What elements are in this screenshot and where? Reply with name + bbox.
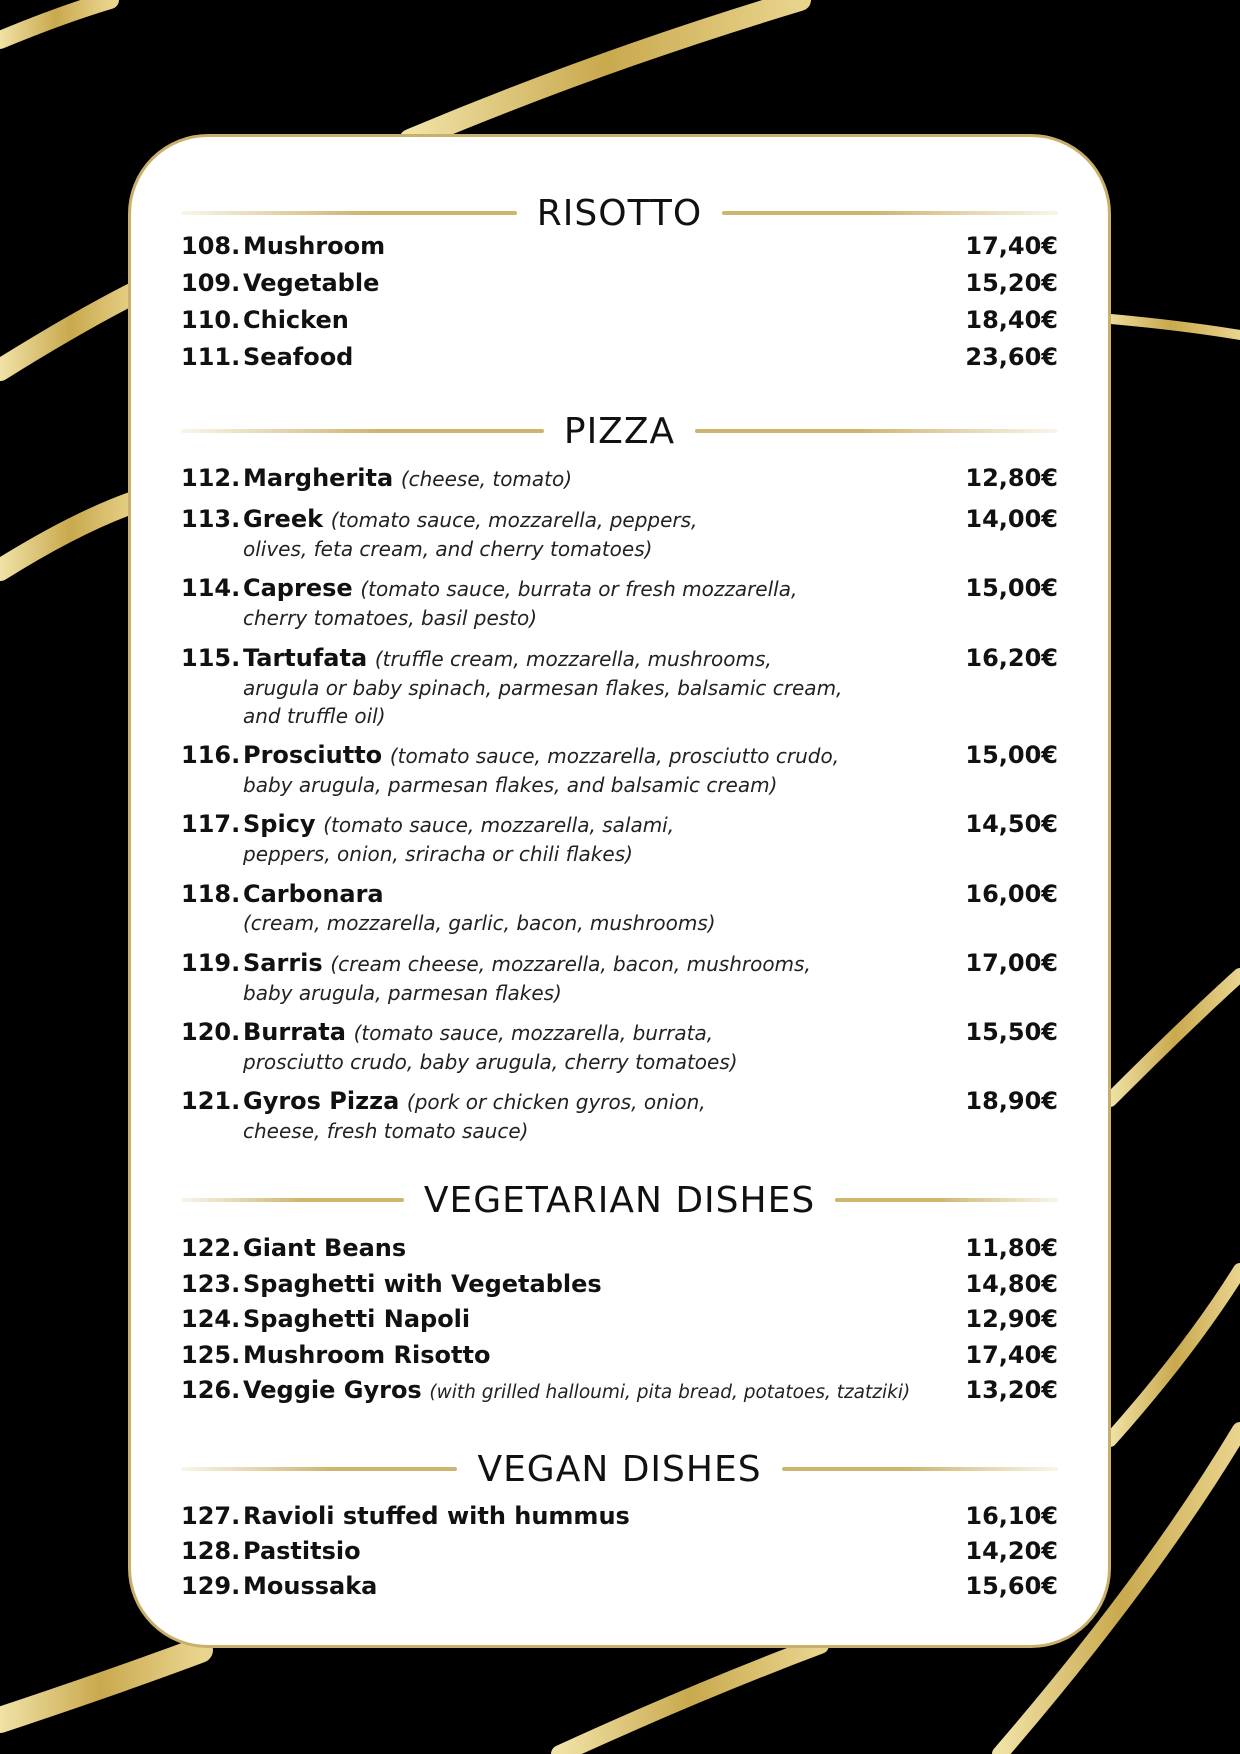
item-description: (truffle cream, mozzarella, mushrooms,	[374, 647, 772, 671]
item-number: 114.	[181, 574, 241, 602]
item-description-line: cheese, fresh tomato sauce)	[243, 1119, 529, 1143]
menu-item	[181, 573, 1058, 643]
item-number: 123.	[181, 1269, 241, 1298]
item-price: 14,20€	[965, 1537, 1058, 1565]
item-price: 18,40€	[965, 306, 1058, 334]
section-header-pizza	[181, 401, 1058, 461]
item-name: Prosciutto	[243, 741, 383, 769]
item-number: 128.	[181, 1537, 241, 1565]
item-price: 15,20€	[965, 269, 1058, 297]
item-name: Veggie Gyros	[243, 1376, 422, 1404]
divider-line	[181, 211, 517, 215]
item-number: 127.	[181, 1502, 241, 1530]
item-description: (with grilled halloumi, pita bread, potatoes, tzatziki)	[429, 1382, 911, 1403]
section-title-pizza: PIZZA	[563, 410, 676, 452]
item-number: 121.	[181, 1087, 241, 1115]
item-name: Spicy	[243, 810, 316, 838]
item-name: Caprese	[243, 574, 353, 602]
item-name: Tartufata	[243, 644, 368, 672]
item-name: Burrata	[243, 1018, 346, 1046]
menu-item	[181, 342, 1058, 379]
menu-item	[181, 1269, 1058, 1305]
item-price: 16,20€	[965, 644, 1058, 672]
item-number: 111.	[181, 343, 241, 371]
item-description-line: (cream, mozzarella, garlic, bacon, mushrooms)	[243, 911, 716, 935]
item-name: Mushroom Risotto	[243, 1340, 491, 1369]
item-price: 16,00€	[965, 880, 1058, 908]
section-header-vegan	[181, 1439, 1058, 1499]
item-description: (tomato sauce, mozzarella, peppers,	[330, 508, 698, 532]
divider-line	[181, 429, 544, 433]
item-description: (pork or chicken gyros, onion,	[406, 1090, 706, 1114]
item-name: Vegetable	[243, 269, 380, 297]
item-price: 15,60€	[965, 1572, 1058, 1600]
item-number: 126.	[181, 1376, 241, 1404]
item-name: Gyros Pizza	[243, 1087, 400, 1115]
menu-item	[181, 1501, 1058, 1536]
menu-item	[181, 305, 1058, 342]
item-name: Margherita	[243, 464, 394, 492]
item-price: 17,40€	[965, 232, 1058, 260]
menu-item	[181, 1571, 1058, 1606]
item-name: Giant Beans	[243, 1234, 407, 1262]
item-price: 18,90€	[965, 1087, 1058, 1115]
menu-item	[181, 1340, 1058, 1376]
menu-item	[181, 948, 1058, 1017]
item-name: Seafood	[243, 343, 354, 371]
item-description: (tomato sauce, mozzarella, burrata,	[353, 1021, 714, 1045]
item-number: 120.	[181, 1018, 241, 1046]
divider-line	[695, 429, 1058, 433]
menu-card	[128, 134, 1111, 1648]
item-number: 112.	[181, 464, 241, 492]
item-name: Moussaka	[243, 1572, 378, 1600]
item-price: 14,50€	[965, 810, 1058, 838]
menu-item	[181, 268, 1058, 305]
item-number: 122.	[181, 1234, 241, 1262]
menu-item	[181, 879, 1058, 948]
item-name: Mushroom	[243, 232, 386, 260]
section-title-vegan: VEGAN DISHES	[477, 1448, 762, 1490]
section-title-risotto: RISOTTO	[536, 192, 703, 234]
item-description-line: and truffle oil)	[243, 704, 386, 728]
menu-item	[181, 1375, 1058, 1411]
item-number: 125.	[181, 1340, 241, 1369]
section-title-vegetarian: VEGETARIAN DISHES	[423, 1179, 816, 1221]
item-description-line: olives, feta cream, and cherry tomatoes)	[243, 537, 653, 561]
item-number: 129.	[181, 1572, 241, 1600]
item-number: 110.	[181, 306, 241, 334]
item-number: 113.	[181, 505, 241, 533]
divider-line	[181, 1467, 457, 1471]
item-price: 17,00€	[965, 949, 1058, 977]
menu-item	[181, 1233, 1058, 1269]
menu-item	[181, 809, 1058, 879]
item-description-line: arugula or baby spinach, parmesan flakes, balsamic cream,	[243, 676, 843, 700]
item-price: 14,00€	[965, 505, 1058, 533]
item-number: 117.	[181, 810, 241, 838]
item-number: 119.	[181, 949, 241, 977]
item-number: 115.	[181, 644, 241, 672]
vegetarian-list	[181, 1233, 1058, 1411]
menu-item	[181, 504, 1058, 573]
item-description-line: prosciutto crudo, baby arugula, cherry tomatoes)	[243, 1050, 738, 1074]
item-name: Ravioli stuffed with hummus	[243, 1502, 630, 1530]
item-description: (tomato sauce, mozzarella, prosciutto crudo,	[389, 744, 840, 768]
section-header-vegetarian	[181, 1170, 1058, 1230]
item-name: Pastitsio	[243, 1537, 361, 1565]
menu-item	[181, 1536, 1058, 1571]
item-price: 12,80€	[965, 464, 1058, 492]
item-name: Chicken	[243, 306, 349, 334]
item-description-line: baby arugula, parmesan flakes)	[243, 981, 562, 1005]
menu-item	[181, 740, 1058, 809]
item-description: (tomato sauce, burrata or fresh mozzarella,	[360, 577, 798, 601]
item-price: 23,60€	[965, 343, 1058, 371]
item-price: 12,90€	[965, 1305, 1058, 1333]
item-number: 109.	[181, 269, 241, 297]
item-description: (cream cheese, mozzarella, bacon, mushrooms,	[330, 952, 811, 976]
item-description: (cheese, tomato)	[400, 467, 573, 491]
item-price: 15,00€	[965, 741, 1058, 769]
vegan-list	[181, 1501, 1058, 1606]
menu-item	[181, 463, 1058, 504]
item-name: Carbonara	[243, 880, 384, 908]
item-description-line: cherry tomatoes, basil pesto)	[243, 606, 538, 630]
item-number: 116.	[181, 741, 241, 769]
item-price: 17,40€	[965, 1340, 1058, 1369]
menu-item	[181, 1304, 1058, 1340]
item-number: 124.	[181, 1305, 241, 1333]
item-name: Spaghetti Napoli	[243, 1305, 471, 1333]
item-name: Greek	[243, 505, 324, 533]
pizza-list	[181, 463, 1058, 1155]
item-name: Spaghetti with Vegetables	[243, 1269, 602, 1298]
item-price: 13,20€	[965, 1376, 1058, 1404]
divider-line	[722, 211, 1058, 215]
item-price: 15,50€	[965, 1018, 1058, 1046]
item-price: 14,80€	[965, 1269, 1058, 1298]
divider-line	[181, 1198, 404, 1202]
menu-item	[181, 1017, 1058, 1086]
menu-item	[181, 643, 1058, 740]
item-price: 15,00€	[965, 574, 1058, 602]
item-description: (tomato sauce, mozzarella, salami,	[323, 813, 675, 837]
item-number: 108.	[181, 232, 241, 260]
menu-item	[181, 231, 1058, 268]
item-price: 16,10€	[965, 1502, 1058, 1530]
item-name: Sarris	[243, 949, 323, 977]
risotto-list	[181, 231, 1058, 379]
divider-line	[835, 1198, 1058, 1202]
divider-line	[782, 1467, 1058, 1471]
item-number: 118.	[181, 880, 241, 908]
item-description-line: baby arugula, parmesan flakes, and balsamic cream)	[243, 773, 778, 797]
item-description-line: peppers, onion, sriracha or chili flakes)	[243, 842, 633, 866]
item-price: 11,80€	[965, 1234, 1058, 1262]
menu-item	[181, 1086, 1058, 1155]
